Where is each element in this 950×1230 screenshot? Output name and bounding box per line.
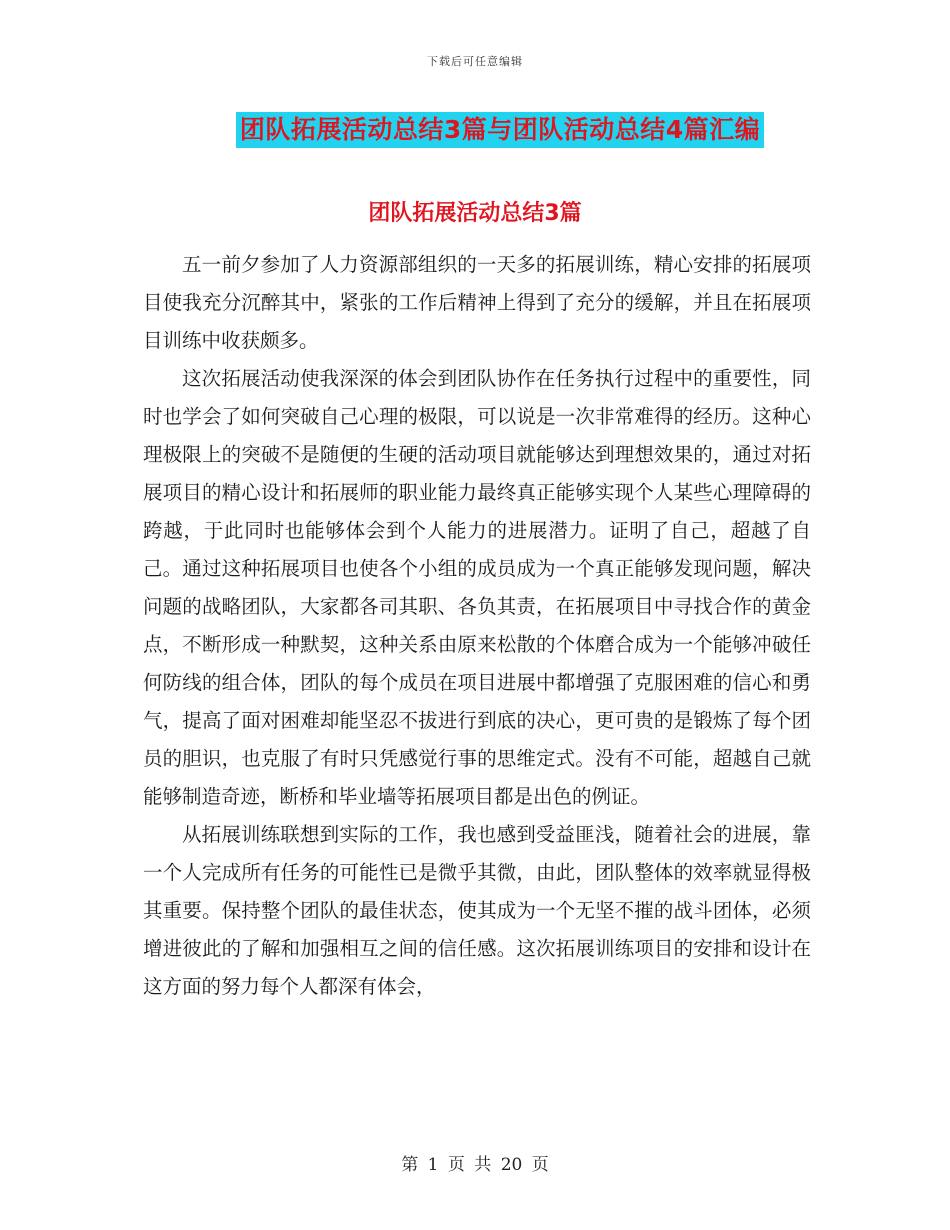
document-main-title: 团队拓展活动总结3篇与团队活动总结4篇汇编 bbox=[236, 112, 764, 148]
section-title: 团队拓展活动总结3篇 bbox=[368, 201, 582, 226]
page-number-footer: 第 1 页 共 20 页 bbox=[401, 1155, 549, 1175]
paragraph: 从拓展训练联想到实际的工作，我也感到受益匪浅，随着社会的进展，靠一个人完成所有任务的可能性已是微乎其微，由此，团队整体的效率就显得极其重要。保持整个团队的最佳状态，使其成为一个无坚不摧的战斗团体，必须增进彼此的了解和加强相互之间的信任感。这次拓展训练项目的安排和设计在这方面的努力每个人都深有体会， bbox=[143, 823, 811, 998]
page-header-note: 下载后可任意编辑 bbox=[427, 55, 523, 68]
paragraph: 这次拓展活动使我深深的体会到团队协作在任务执行过程中的重要性，同时也学会了如何突破自己心理的极限，可以说是一次非常难得的经历。这种心理极限上的突破不是随便的生硬的活动项目就能够达到理想效果的，通过对拓展项目的精心设计和拓展师的职业能力最终真正能够实现个人某些心理障碍的跨越，于此同时也能够体会到个人能力的进展潜力。证明了自己，超越了自己。通过这种拓展项目也使各个小组的成员成为一个真正能够发现问题，解决问题的战略团队，大家都各司其职、各负其责，在拓展项目中寻找合作的黄金点，不断形成一种默契，这种关系由原来松散的个体磨合成为一个能够冲破任何防线的组合体，团队的每个成员在项目进展中都增强了克服困难的信心和勇气，提高了面对困难却能坚忍不拔进行到底的决心，更可贵的是锻炼了每个团员的胆识，也克服了有时只凭感觉行事的思维定式。没有不可能，超越自己就能够制造奇迹，断桥和毕业墙等拓展项目都是出色的例证。 bbox=[143, 367, 811, 808]
main-title-container bbox=[0, 112, 950, 148]
paragraph: 五一前夕参加了人力资源部组织的一天多的拓展训练，精心安排的拓展项目使我充分沉醉其中，紧张的工作后精神上得到了充分的缓解，并且在拓展项目训练中收获颇多。 bbox=[143, 253, 811, 352]
body-text bbox=[143, 246, 811, 1006]
